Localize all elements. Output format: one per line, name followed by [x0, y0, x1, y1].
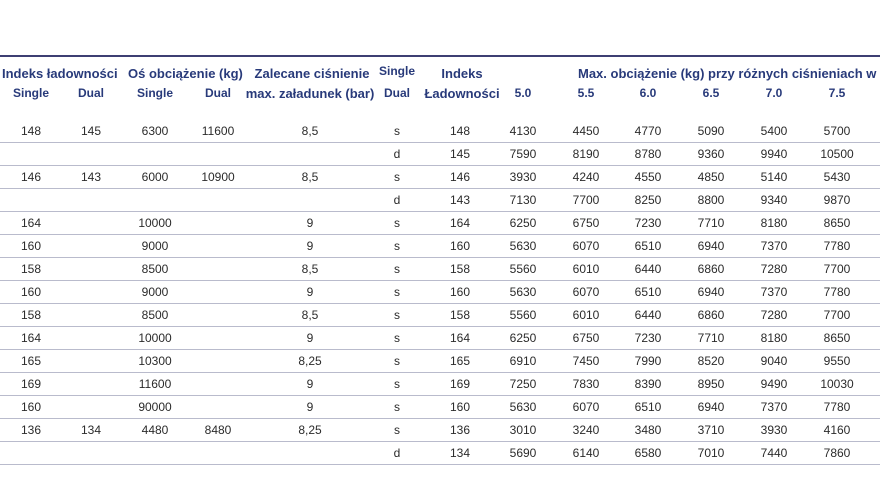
table-row	[0, 419, 880, 442]
header-single-dual-top: Single	[378, 64, 416, 78]
cell-load-index: 164	[449, 216, 471, 230]
cell-load-6-0: 4770	[634, 124, 662, 138]
cell-load-5-5: 7830	[572, 377, 600, 391]
cell-single-dual: s	[394, 170, 400, 184]
cell-load-5-5: 6070	[572, 400, 600, 414]
cell-axle-load-single: 90000	[138, 400, 172, 414]
cell-single-dual: s	[394, 124, 400, 138]
cell-single-dual: s	[394, 377, 400, 391]
header-dual-1: Dual	[77, 86, 105, 100]
cell-load-5-0: 5630	[509, 400, 537, 414]
cell-load-6-5: 8800	[697, 193, 725, 207]
header-single-1: Single	[12, 86, 50, 100]
table-row	[0, 120, 880, 143]
cell-load-7-5: 9550	[823, 354, 851, 368]
cell-load-6-5: 6860	[697, 308, 725, 322]
cell-load-6-5: 7710	[697, 331, 725, 345]
table-row	[0, 235, 880, 258]
cell-single-load-index: 165	[20, 354, 42, 368]
cell-load-5-5: 3240	[572, 423, 600, 437]
cell-load-index: 164	[449, 331, 471, 345]
cell-single-dual: s	[394, 285, 400, 299]
cell-load-7-5: 7860	[823, 446, 851, 460]
header-max-zaladunek: max. załadunek (bar)	[245, 86, 375, 101]
cell-load-5-0: 3930	[509, 170, 537, 184]
cell-load-6-5: 7010	[697, 446, 725, 460]
cell-load-6-5: 9360	[697, 147, 725, 161]
table-row	[0, 396, 880, 419]
cell-load-5-0: 5560	[509, 308, 537, 322]
cell-load-5-0: 7250	[509, 377, 537, 391]
table-row	[0, 304, 880, 327]
cell-single-load-index: 148	[20, 124, 42, 138]
cell-load-7-5: 9870	[823, 193, 851, 207]
table-top-rule	[0, 55, 880, 57]
table-row	[0, 281, 880, 304]
cell-recommended-pressure: 8,25	[298, 423, 322, 437]
cell-load-7-0: 9340	[760, 193, 788, 207]
cell-load-7-5: 7780	[823, 285, 851, 299]
cell-recommended-pressure: 8,5	[301, 308, 319, 322]
cell-axle-load-dual: 11600	[201, 124, 235, 138]
cell-load-6-0: 6580	[634, 446, 662, 460]
cell-axle-load-dual: 10900	[201, 170, 235, 184]
cell-recommended-pressure: 8,5	[301, 124, 319, 138]
cell-single-load-index: 169	[20, 377, 42, 391]
cell-load-5-5: 6750	[572, 331, 600, 345]
cell-load-index: 143	[449, 193, 471, 207]
cell-load-5-0: 6910	[509, 354, 537, 368]
cell-load-6-5: 6940	[697, 400, 725, 414]
cell-load-7-5: 4160	[823, 423, 851, 437]
cell-single-load-index: 160	[20, 239, 42, 253]
cell-single-dual: d	[393, 193, 401, 207]
cell-load-6-0: 6510	[634, 285, 662, 299]
cell-load-6-0: 6440	[634, 308, 662, 322]
cell-load-5-5: 6140	[572, 446, 600, 460]
cell-load-7-5: 8650	[823, 331, 851, 345]
cell-dual-load-index: 134	[80, 423, 102, 437]
table-row	[0, 143, 880, 166]
cell-load-7-5: 8650	[823, 216, 851, 230]
cell-load-6-0: 8390	[634, 377, 662, 391]
cell-load-5-0: 6250	[509, 331, 537, 345]
cell-load-6-0: 7230	[634, 331, 662, 345]
cell-load-7-0: 9940	[760, 147, 788, 161]
cell-recommended-pressure: 8,5	[301, 170, 319, 184]
cell-single-load-index: 146	[20, 170, 42, 184]
header-pressure-7-5: 7.5	[828, 86, 846, 100]
cell-single-dual: d	[393, 147, 401, 161]
header-zalecane-cisnienie: Zalecane ciśnienie	[254, 66, 370, 81]
cell-load-index: 158	[449, 308, 471, 322]
cell-axle-load-single: 4480	[141, 423, 169, 437]
cell-axle-load-single: 8500	[141, 262, 169, 276]
cell-load-index: 136	[449, 423, 471, 437]
cell-load-7-0: 5140	[760, 170, 788, 184]
row-divider	[0, 464, 880, 465]
cell-single-dual: s	[394, 239, 400, 253]
cell-load-6-5: 6940	[697, 285, 725, 299]
cell-axle-load-single: 6300	[141, 124, 169, 138]
cell-load-5-0: 7590	[509, 147, 537, 161]
table-row	[0, 189, 880, 212]
cell-load-5-5: 7450	[572, 354, 600, 368]
cell-load-7-5: 7700	[823, 308, 851, 322]
cell-load-5-5: 8190	[572, 147, 600, 161]
cell-single-dual: s	[394, 308, 400, 322]
cell-load-5-5: 6070	[572, 285, 600, 299]
cell-axle-load-single: 6000	[141, 170, 169, 184]
cell-load-6-0: 7990	[634, 354, 662, 368]
cell-load-index: 148	[449, 124, 471, 138]
cell-load-7-0: 8180	[760, 331, 788, 345]
cell-load-6-0: 4550	[634, 170, 662, 184]
header-pressure-5-5: 5.5	[577, 86, 595, 100]
table-row	[0, 373, 880, 396]
header-pressure-7-0: 7.0	[765, 86, 783, 100]
cell-load-5-5: 6750	[572, 216, 600, 230]
cell-load-index: 158	[449, 262, 471, 276]
cell-load-5-5: 4240	[572, 170, 600, 184]
cell-axle-load-dual: 8480	[204, 423, 232, 437]
cell-load-6-0: 8250	[634, 193, 662, 207]
cell-single-dual: s	[394, 400, 400, 414]
cell-load-5-0: 3010	[509, 423, 537, 437]
cell-axle-load-single: 9000	[141, 239, 169, 253]
cell-load-6-0: 6440	[634, 262, 662, 276]
cell-load-5-0: 5560	[509, 262, 537, 276]
cell-load-6-5: 8950	[697, 377, 725, 391]
cell-load-index: 160	[449, 239, 471, 253]
cell-recommended-pressure: 9	[306, 331, 314, 345]
cell-single-load-index: 160	[20, 400, 42, 414]
cell-load-6-0: 8780	[634, 147, 662, 161]
cell-load-6-0: 6510	[634, 400, 662, 414]
cell-load-6-5: 6860	[697, 262, 725, 276]
cell-load-6-0: 6510	[634, 239, 662, 253]
header-indeks-top: Indeks	[441, 66, 483, 81]
cell-single-load-index: 160	[20, 285, 42, 299]
table-row	[0, 350, 880, 373]
cell-dual-load-index: 143	[80, 170, 102, 184]
header-pressure-5-0: 5.0	[514, 86, 532, 100]
cell-load-7-0: 7280	[760, 308, 788, 322]
cell-single-dual: s	[394, 354, 400, 368]
cell-load-7-0: 7370	[760, 285, 788, 299]
cell-single-dual: s	[394, 216, 400, 230]
cell-single-load-index: 164	[20, 331, 42, 345]
cell-load-index: 134	[449, 446, 471, 460]
cell-load-5-5: 4450	[572, 124, 600, 138]
cell-recommended-pressure: 9	[306, 377, 314, 391]
header-indeks-ladownosci: Indeks ładowności	[2, 66, 118, 81]
cell-load-7-0: 9490	[760, 377, 788, 391]
cell-load-7-5: 7780	[823, 239, 851, 253]
cell-load-6-0: 3480	[634, 423, 662, 437]
cell-load-6-5: 3710	[697, 423, 725, 437]
cell-load-7-5: 5700	[823, 124, 851, 138]
cell-load-7-0: 7440	[760, 446, 788, 460]
header-pressure-6-0: 6.0	[639, 86, 657, 100]
table-row	[0, 258, 880, 281]
cell-load-7-5: 7700	[823, 262, 851, 276]
cell-load-7-0: 3930	[760, 423, 788, 437]
cell-load-5-0: 5630	[509, 285, 537, 299]
cell-recommended-pressure: 9	[306, 400, 314, 414]
cell-load-5-5: 6010	[572, 262, 600, 276]
cell-load-7-5: 10500	[820, 147, 854, 161]
table-row	[0, 442, 880, 465]
cell-load-5-0: 5630	[509, 239, 537, 253]
cell-load-5-5: 6010	[572, 308, 600, 322]
cell-single-dual: s	[394, 423, 400, 437]
cell-load-7-0: 7370	[760, 400, 788, 414]
cell-axle-load-single: 10000	[138, 331, 172, 345]
cell-load-6-5: 7710	[697, 216, 725, 230]
cell-load-7-5: 7780	[823, 400, 851, 414]
header-max-obciazenie: Max. obciążenie (kg) przy różnych ciśnieniach w	[578, 66, 877, 81]
cell-load-6-5: 6940	[697, 239, 725, 253]
table-row	[0, 212, 880, 235]
cell-load-index: 169	[449, 377, 471, 391]
cell-single-load-index: 158	[20, 262, 42, 276]
cell-axle-load-single: 10000	[138, 216, 172, 230]
table-row	[0, 327, 880, 350]
cell-recommended-pressure: 9	[306, 239, 314, 253]
cell-load-5-5: 7700	[572, 193, 600, 207]
cell-axle-load-single: 11600	[138, 377, 172, 391]
cell-load-5-5: 6070	[572, 239, 600, 253]
cell-load-6-5: 4850	[697, 170, 725, 184]
cell-recommended-pressure: 8,5	[301, 262, 319, 276]
table-row	[0, 166, 880, 189]
cell-axle-load-single: 8500	[141, 308, 169, 322]
cell-axle-load-single: 10300	[138, 354, 172, 368]
cell-load-6-0: 7230	[634, 216, 662, 230]
cell-load-5-0: 4130	[509, 124, 537, 138]
cell-load-index: 160	[449, 400, 471, 414]
cell-load-7-0: 5400	[760, 124, 788, 138]
cell-load-7-0: 7280	[760, 262, 788, 276]
header-pressure-6-5: 6.5	[702, 86, 720, 100]
cell-single-dual: d	[393, 446, 401, 460]
cell-single-dual: s	[394, 331, 400, 345]
cell-recommended-pressure: 9	[306, 285, 314, 299]
cell-recommended-pressure: 8,25	[298, 354, 322, 368]
cell-load-7-0: 9040	[760, 354, 788, 368]
cell-load-index: 160	[449, 285, 471, 299]
cell-load-6-5: 5090	[697, 124, 725, 138]
cell-dual-load-index: 145	[80, 124, 102, 138]
header-os-obciazenie: Oś obciążenie (kg)	[128, 66, 243, 81]
cell-axle-load-single: 9000	[141, 285, 169, 299]
cell-recommended-pressure: 9	[306, 216, 314, 230]
cell-load-5-0: 6250	[509, 216, 537, 230]
header-dual-2: Dual	[204, 86, 232, 100]
cell-load-5-0: 7130	[509, 193, 537, 207]
cell-single-load-index: 158	[20, 308, 42, 322]
cell-load-5-0: 5690	[509, 446, 537, 460]
cell-load-6-5: 8520	[697, 354, 725, 368]
cell-load-7-0: 7370	[760, 239, 788, 253]
cell-load-index: 165	[449, 354, 471, 368]
header-single-dual-bottom: Dual	[383, 86, 411, 100]
cell-load-7-0: 8180	[760, 216, 788, 230]
cell-single-load-index: 136	[20, 423, 42, 437]
header-ladownosci-bottom: Ładowności	[424, 86, 500, 101]
cell-single-load-index: 164	[20, 216, 42, 230]
cell-load-7-5: 10030	[820, 377, 854, 391]
cell-load-index: 146	[449, 170, 471, 184]
header-single-2: Single	[136, 86, 174, 100]
cell-load-index: 145	[449, 147, 471, 161]
cell-single-dual: s	[394, 262, 400, 276]
cell-load-7-5: 5430	[823, 170, 851, 184]
